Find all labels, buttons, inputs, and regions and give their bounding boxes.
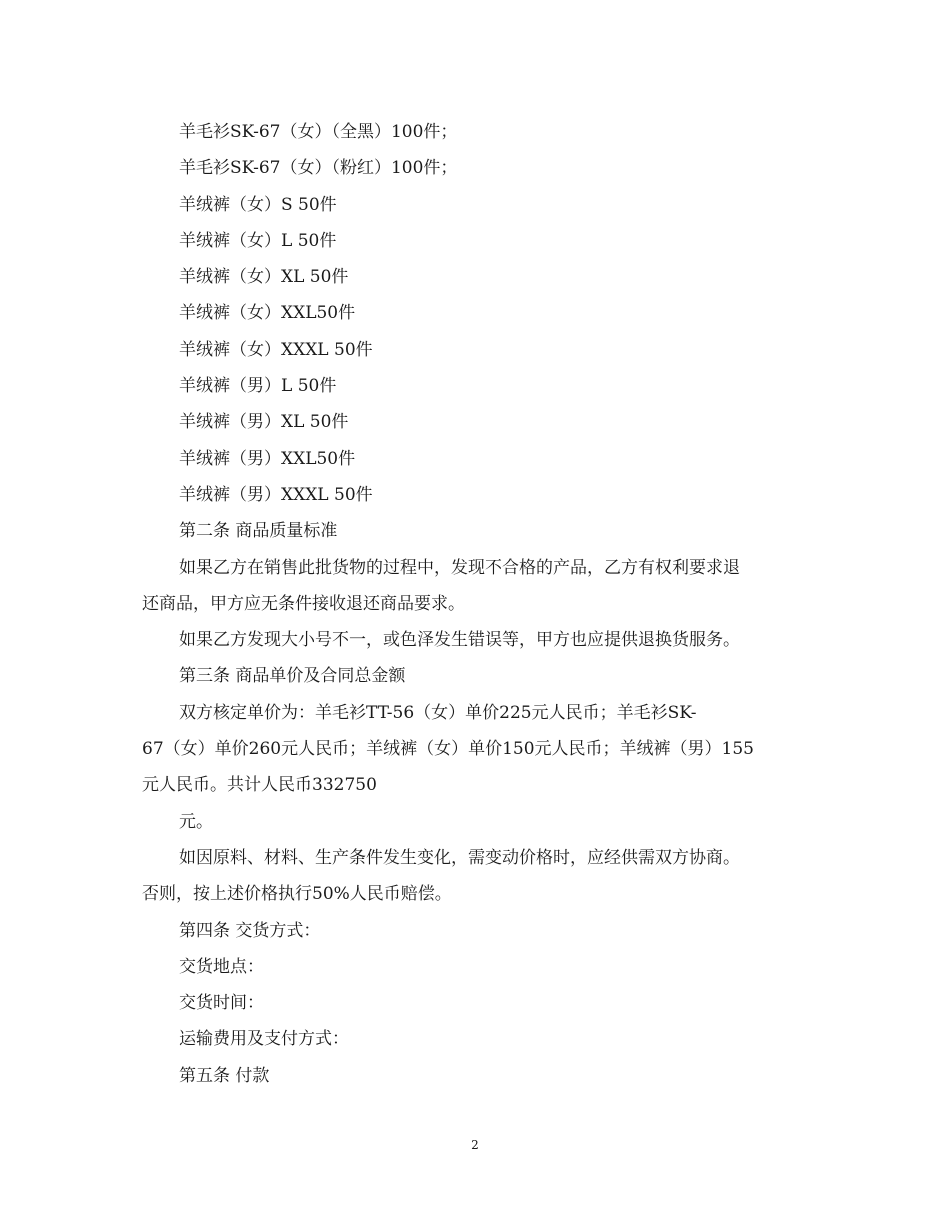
item-line: 羊绒裤（女）XXL50件: [179, 303, 356, 324]
item-line: 羊绒裤（女）XL 50件: [179, 267, 349, 288]
item-line: 羊毛衫SK-67（女）（全黑）100件；: [179, 122, 458, 142]
article-2-heading: 第二条 商品质量标准: [179, 521, 338, 542]
document-body: [142, 114, 812, 1094]
article-3-price-line-3: 元人民币。共计人民币332750: [142, 775, 377, 796]
article-2-paragraph-1-line-1: 如果乙方在销售此批货物的过程中，发现不合格的产品，乙方有权利要求退: [179, 557, 740, 578]
article-3-heading: 第三条 商品单价及合同总金额: [179, 666, 406, 687]
article-3-price-line-1: 双方核定单价为：羊毛衫TT-56（女）单价225元人民币；羊毛衫SK-: [179, 702, 697, 723]
item-line: 羊绒裤（男）XL 50件: [179, 412, 349, 433]
item-line: 羊绒裤（女）XXXL 50件: [179, 339, 373, 360]
item-line: 羊毛衫SK-67（女）（粉红）100件；: [179, 158, 458, 179]
article-4-time: 交货时间：: [179, 993, 264, 1014]
article-3-price-line-2: 67（女）单价260元人民币；羊绒裤（女）单价150元人民币；羊绒裤（男）155: [142, 739, 754, 760]
article-2-paragraph-2: 如果乙方发现大小号不一，或色泽发生错误等，甲方也应提供退换货服务。: [179, 630, 740, 651]
article-4-heading: 第四条 交货方式：: [179, 920, 321, 941]
article-3-change-line-2: 否则，按上述价格执行50%人民币赔偿。: [142, 884, 452, 905]
article-4-place: 交货地点：: [179, 956, 264, 977]
page-number: 2: [471, 1138, 479, 1152]
article-2-paragraph-1-line-2: 还商品，甲方应无条件接收退还商品要求。: [142, 593, 465, 614]
item-line: 羊绒裤（女）L 50件: [179, 230, 337, 251]
article-3-change-line-1: 如因原料、材料、生产条件发生变化，需变动价格时，应经供需双方协商。: [179, 847, 740, 868]
article-4-transport: 运输费用及支付方式：: [179, 1029, 349, 1050]
item-line: 羊绒裤（女）S 50件: [179, 194, 337, 215]
article-5-heading: 第五条 付款: [179, 1065, 270, 1086]
item-line: 羊绒裤（男）XXL50件: [179, 448, 356, 469]
article-3-price-line-4: 元。: [179, 811, 213, 832]
item-line: 羊绒裤（男）XXXL 50件: [179, 484, 373, 505]
item-line: 羊绒裤（男）L 50件: [179, 376, 337, 397]
